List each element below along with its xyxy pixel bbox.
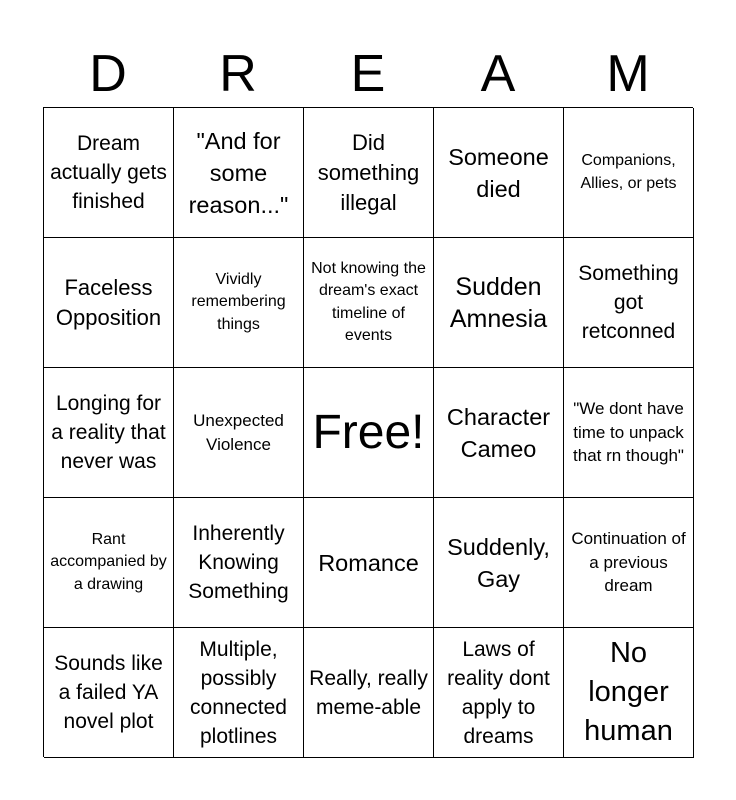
bingo-header — [43, 40, 693, 108]
header-letter-e: E — [350, 45, 386, 103]
bingo-cell-r2c1[interactable] — [44, 238, 174, 368]
bingo-cell-text: Not knowing the dream's exact timeline of events — [311, 259, 426, 344]
bingo-cell-r4c5[interactable] — [564, 498, 694, 628]
bingo-cell-text: Did something illegal — [317, 129, 420, 215]
bingo-cell-text: Faceless Opposition — [55, 274, 162, 330]
bingo-cell-r2c2[interactable] — [174, 238, 304, 368]
bingo-cell-text: Longing for a reality that never was — [51, 392, 166, 473]
bingo-cell-r1c1[interactable] — [44, 108, 174, 238]
header-letter-a: A — [480, 45, 516, 103]
bingo-cell-r5c4[interactable] — [434, 628, 564, 758]
bingo-cell-r5c1[interactable] — [44, 628, 174, 758]
free-space-text: Free! — [312, 405, 425, 459]
bingo-cell-r5c3[interactable] — [304, 628, 434, 758]
bingo-cell-text: Sudden Amnesia — [449, 272, 548, 333]
bingo-board — [43, 107, 693, 757]
bingo-cell-text: Companions, Allies, or pets — [580, 152, 677, 192]
bingo-cell-free-space[interactable] — [304, 368, 434, 498]
bingo-cell-r4c2[interactable] — [174, 498, 304, 628]
bingo-cell-text: Continuation of a previous dream — [571, 529, 686, 596]
bingo-cell-text: Unexpected Violence — [193, 411, 284, 454]
bingo-cell-text: Romance — [318, 549, 419, 576]
bingo-cell-text: Someone died — [448, 143, 549, 202]
bingo-cell-text: Character Cameo — [446, 403, 551, 462]
bingo-cell-r5c5[interactable] — [564, 628, 694, 758]
bingo-cell-r5c2[interactable] — [174, 628, 304, 758]
bingo-cell-text: Vividly remembering things — [191, 270, 286, 333]
bingo-cell-text: Dream actually gets finished — [50, 132, 167, 213]
bingo-cell-r3c4[interactable] — [434, 368, 564, 498]
bingo-cell-r2c3[interactable] — [304, 238, 434, 368]
bingo-cell-r2c4[interactable] — [434, 238, 564, 368]
bingo-cell-text: "We dont have time to unpack that rn though" — [573, 399, 684, 466]
bingo-cell-r4c3[interactable] — [304, 498, 434, 628]
header-letter-r: R — [219, 45, 257, 103]
bingo-cell-r1c5[interactable] — [564, 108, 694, 238]
bingo-cell-r1c4[interactable] — [434, 108, 564, 238]
bingo-cell-r2c5[interactable] — [564, 238, 694, 368]
header-letter-m: M — [606, 45, 650, 103]
bingo-cell-r3c5[interactable] — [564, 368, 694, 498]
header-letter-d: D — [89, 45, 127, 103]
bingo-cell-text: Suddenly, Gay — [447, 533, 550, 592]
bingo-cell-r1c3[interactable] — [304, 108, 434, 238]
bingo-cell-r4c1[interactable] — [44, 498, 174, 628]
bingo-cell-text: Rant accompanied by a drawing — [50, 530, 167, 593]
bingo-cell-r4c4[interactable] — [434, 498, 564, 628]
bingo-cell-text: Laws of reality dont apply to dreams — [447, 637, 550, 748]
bingo-cell-text: No longer human — [584, 637, 673, 747]
bingo-cell-text: Really, really meme-able — [309, 666, 428, 719]
bingo-cell-text: "And for some reason..." — [188, 127, 289, 218]
bingo-cell-r3c1[interactable] — [44, 368, 174, 498]
bingo-cell-r1c2[interactable] — [174, 108, 304, 238]
bingo-cell-r3c2[interactable] — [174, 368, 304, 498]
bingo-cell-text: Multiple, possibly connected plotlines — [190, 637, 287, 748]
bingo-cell-text: Inherently Knowing Something — [188, 522, 289, 603]
bingo-cell-text: Something got retconned — [578, 262, 679, 343]
bingo-cell-text: Sounds like a failed YA novel plot — [54, 652, 163, 733]
